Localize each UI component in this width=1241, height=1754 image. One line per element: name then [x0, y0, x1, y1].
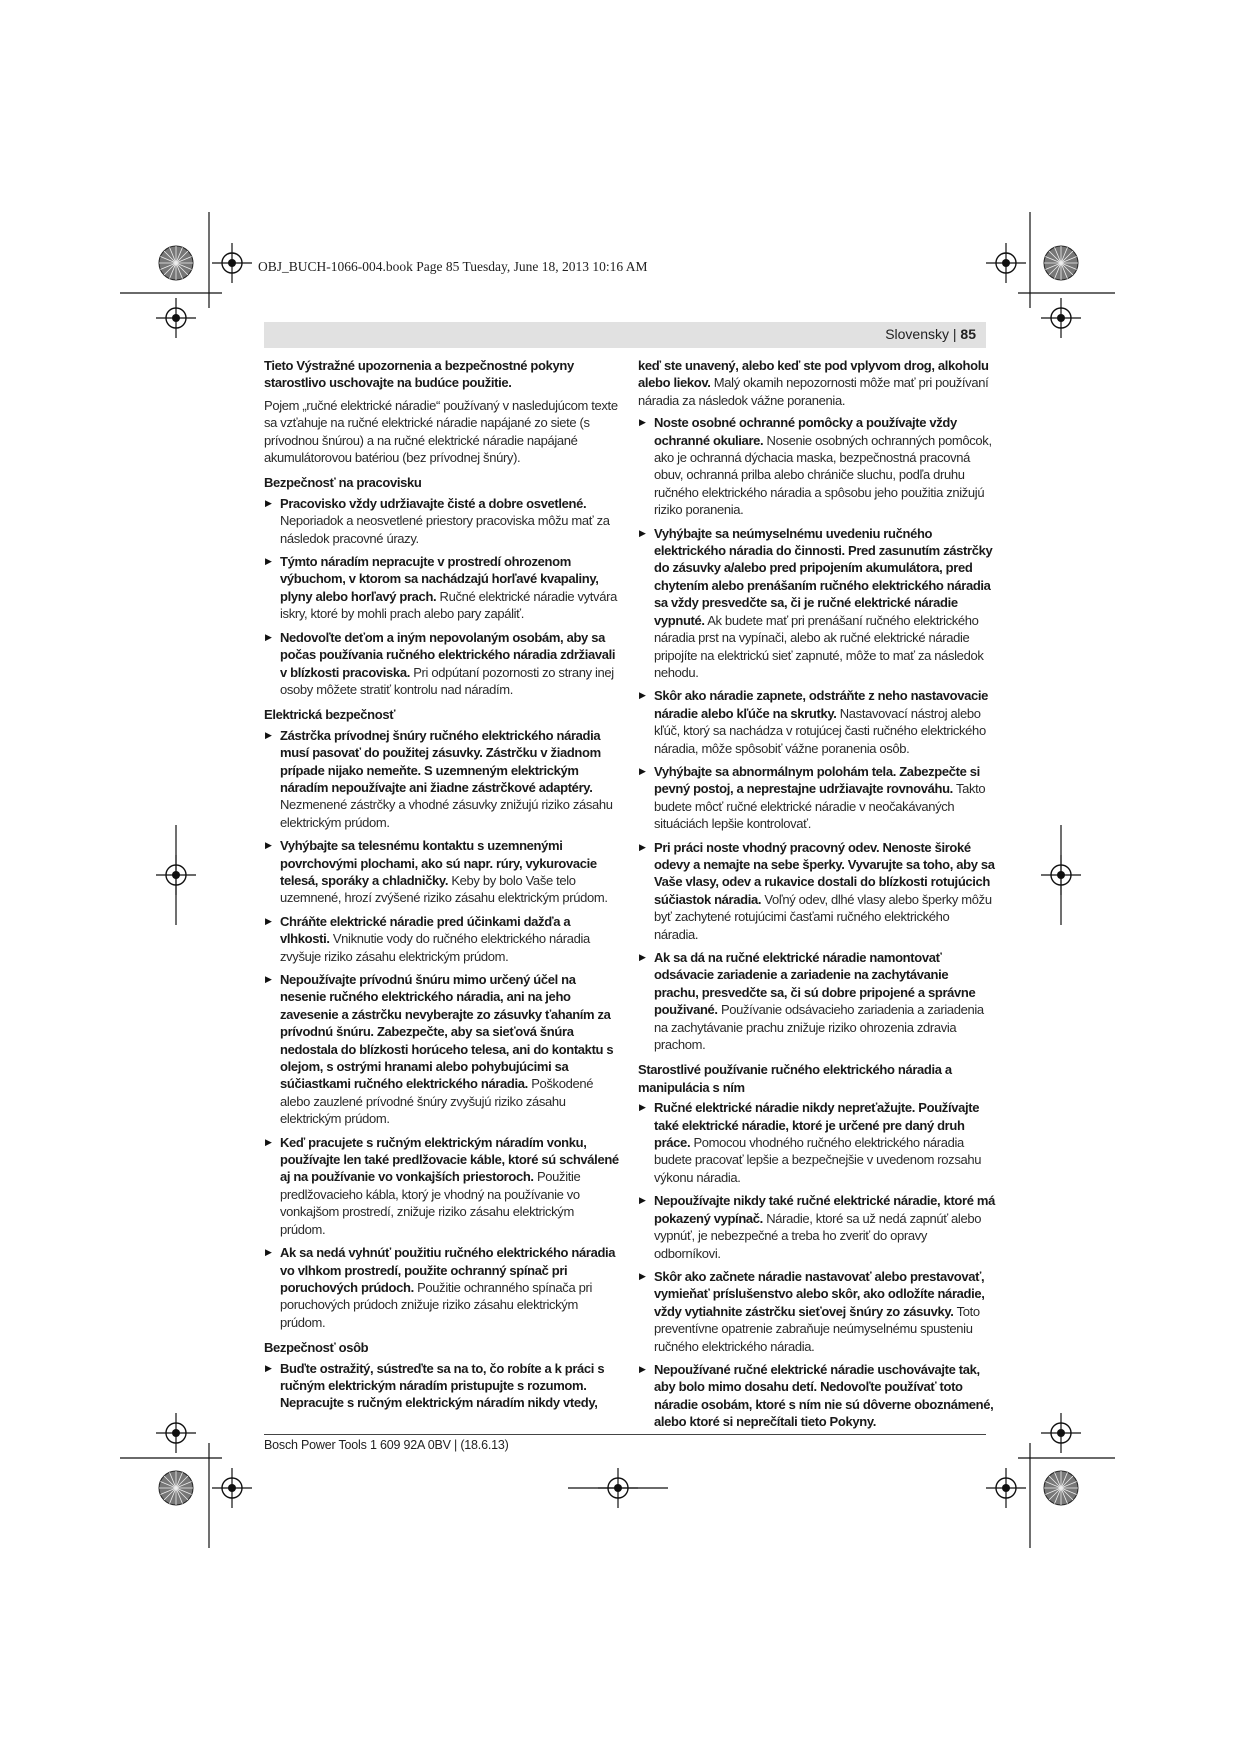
- item-text: Nosenie osobných ochranných pomôcok, ako je ochranná dýchacia maska, bezpečnostná pracovná obuv, ochranná prilba alebo chrániče sluchu, podľa druhu ručného elektrického náradia a spôsobu jeho použitia znižujú riziko poranenia.: [654, 432, 992, 518]
- list-item: [264, 1134, 622, 1238]
- item-text: Nezmenené zástrčky a vhodné zásuvky znižujú riziko zásahu elektrickým prúdom.: [280, 797, 613, 830]
- item-bold: Ak sa nedá vyhnúť použitiu ručného elektrického náradia vo vlhkom prostredí, použite ochranný spínač pri poruchových prúdoch.: [280, 1245, 616, 1295]
- item-bold: Nepoužívajte nikdy také ručné elektrické náradie, ktoré má pokazený vypínač.: [654, 1193, 995, 1226]
- item-text: Náradie, ktoré sa už nedá zapnúť alebo vypnúť, je nebezpečné a treba ho zveriť do opravy odborníkovi.: [654, 1210, 982, 1261]
- list-item: [638, 525, 996, 682]
- item-bold: Buďte ostražitý, sústreďte sa na to, čo robíte a k práci s ručným elektrickým náradím pristupujte s rozumom. Nepracujte s ručným elektrickým náradím nikdy vtedy,: [280, 1360, 605, 1411]
- item-bold: Nedovoľte deťom a iným nepovolaným osobám, aby sa počas používania ručného elektrického náradia zdržiavali v blízkosti pracoviska.: [280, 629, 616, 680]
- item-text: Používanie odsávacieho zariadenia a zariadenia na zachytávanie prachu znižuje riziko ohrozenia zdravia prachom.: [654, 1002, 984, 1053]
- section-heading-tool-use: Starostlivé používanie ručného elektrického náradia a manipulácia s ním: [638, 1062, 952, 1095]
- section-heading-workplace: Bezpečnosť na pracovisku: [264, 475, 422, 491]
- list-item: [638, 949, 996, 1053]
- list-item: [638, 1361, 996, 1431]
- item-text: Vniknutie vody do ručného elektrického náradia zvyšuje riziko zásahu elektrickým prúdom.: [280, 931, 590, 964]
- list-item: [638, 414, 996, 518]
- item-bold: Zástrčka prívodnej šnúry ručného elektrického náradia musí pasovať do použitej zásuvky. Zástrčku v žiadnom prípade nijako nemeňte. S uzemneným elektrickým náradím nepoužívajte ani žiadne zástrčkové adaptéry.: [280, 727, 601, 795]
- item-text: Neporiadok a neosvetlené priestory pracoviska môžu mať za následok pracovné úrazy.: [280, 513, 610, 546]
- list-item: [638, 1192, 996, 1262]
- list-item: [638, 839, 996, 943]
- item-bold: Skôr ako náradie zapnete, odstráňte z neho nastavovacie náradie alebo kľúče na skrutky.: [654, 688, 989, 721]
- item-text: Takto budete môcť ručné elektrické náradie v neočakávaných situáciách lepšie kontrolovať.: [654, 781, 986, 832]
- item-text: Pri odpútaní pozornosti zo strany inej osoby môžete stratiť kontrolu nad náradím.: [280, 664, 614, 697]
- list-item: [264, 629, 622, 699]
- item-bold: Nepoužívané ručné elektrické náradie uschovávajte tak, aby bolo mimo dosahu detí. Nedovoľte používať toto náradie osobám, ktoré s ním nie sú dôverne oboznámené, alebo ktoré si neprečítali tieto Pokyny.: [654, 1361, 994, 1430]
- list-item: [638, 1099, 996, 1186]
- list-item: [264, 971, 622, 1128]
- page-number: 85: [960, 326, 976, 342]
- list-item: [264, 727, 622, 831]
- item-text: Ak budete mať pri prenášaní ručného elektrického náradia prst na vypínači, alebo ak ručné elektrické náradie pripojíte na elektrickú sieť zapnuté, môže to mať za následok nehodu.: [654, 612, 984, 680]
- item-bold: keď ste unavený, alebo keď ste pod vplyvom drog, alkoholu alebo liekov.: [638, 358, 989, 391]
- item-text: Pomocou vhodného ručného elektrického náradia budete pracovať lepšie a bezpečnejšie v uvedenom rozsahu výkonu náradia.: [654, 1135, 982, 1185]
- page-header-bar: [264, 322, 986, 348]
- list-item: [264, 1360, 622, 1412]
- intro-bold-paragraph: Tieto Výstražné upozornenia a bezpečnostné pokyny starostlivo uschovajte na budúce použitie.: [264, 358, 574, 391]
- item-text: Keby by bolo Vaše telo uzemnené, hrozí zvýšené riziko zásahu elektrickým prúdom.: [280, 872, 608, 906]
- item-text: Malý okamih nepozornosti môže mať pri používaní náradia za následok vážne poranenia.: [638, 375, 989, 408]
- item-bold: Keď pracujete s ručným elektrickým náradím vonku, používajte len také predlžovacie káble, ktoré sú schválené aj na používanie vo vonkajších priestoroch.: [280, 1134, 619, 1185]
- item-text: Voľný odev, dlhé vlasy alebo šperky môžu byť zachytené rotujúcimi časťami ručného elektrického náradia.: [654, 891, 992, 942]
- header-language: Slovensky: [885, 326, 949, 342]
- list-item: [638, 1268, 996, 1355]
- item-bold: Vyhýbajte sa abnormálnym polohám tela. Zabezpečte si pevný postoj, a neprestajne udržiavajte rovnováhu.: [654, 763, 980, 797]
- item-bold: Pri práci noste vhodný pracovný odev. Nenoste široké odevy a nemajte na sebe šperky. Vyvarujte sa toho, aby sa Vaše vlasy, odev a rukavice dostali do blízkosti rotujúcich súčiastok náradia.: [654, 839, 995, 907]
- list-item: [264, 553, 622, 623]
- item-bold: Chráňte elektrické náradie pred účinkami dažďa a vlhkosti.: [280, 913, 571, 947]
- print-header: OBJ_BUCH-1066-004.book Page 85 Tuesday, June 18, 2013 10:16 AM: [258, 259, 648, 274]
- list-item: [638, 763, 996, 833]
- item-bold: Ručné elektrické náradie nikdy nepreťažujte. Používajte také elektrické náradie, ktoré je určené pre daný druh práce.: [654, 1100, 980, 1151]
- item-bold: Vyhýbajte sa telesnému kontaktu s uzemnenými povrchovými plochami, ako sú napr. rúry, vykurovacie telesá, sporáky a chladničky.: [280, 838, 597, 888]
- item-text: Nastavovací nástroj alebo kľúč, ktorý sa nachádza v rotujúcej časti ručného elektrického náradia, môže spôsobiť vážne poranenia osôb.: [654, 705, 986, 756]
- list-item: [264, 495, 622, 547]
- section-heading-personal: Bezpečnosť osôb: [264, 1340, 369, 1356]
- item-bold: Noste osobné ochranné pomôcky a používajte vždy ochranné okuliare.: [654, 415, 957, 448]
- page-footer: Bosch Power Tools 1 609 92A 0BV | (18.6.13): [264, 1438, 509, 1452]
- item-text: Použitie ochranného spínača pri poruchových prúdoch znižuje riziko zásahu elektrickým prúdom.: [280, 1279, 592, 1330]
- item-bold: Skôr ako začnete náradie nastavovať alebo prestavovať, vymieňať príslušenstvo alebo skôr, ako odložíte náradie, vždy vytiahnite zástrčku sieťovej šnúry zo zásuvky.: [654, 1268, 985, 1319]
- intro-paragraph: Pojem „ručné elektrické náradie“ používaný v nasledujúcom texte sa vzťahuje na ručné elektrické náradie napájané zo siete (s prívodnou šnúrou) a na ručné elektrické náradie napájané akumulátorovou batériou (bez prívodnej šnúry).: [264, 397, 618, 466]
- item-text: Ručné elektrické náradie vytvára iskry, ktoré by mohli prach alebo pary zapáliť.: [280, 588, 617, 622]
- item-bold: Vyhýbajte sa neúmyselnému uvedeniu ručného elektrického náradia do činnosti. Pred zasunutím zástrčky do zásuvky a/alebo pred pripojením akumulátora, pred chytením alebo prenášaním ručného elektrického náradia sa vždy presvedčte sa, či je ručné elektrické náradie vypnuté.: [654, 525, 993, 628]
- list-item: [638, 687, 996, 757]
- item-text: Použitie predlžovacieho kábla, ktorý je vhodný na používanie vo vonkajšom prostredí, znižuje riziko zásahu elektrickým prúdom.: [280, 1169, 581, 1237]
- header-separator: |: [949, 326, 961, 342]
- footer-rule: [264, 1434, 986, 1435]
- list-item: [264, 1244, 622, 1331]
- left-column: [264, 357, 622, 1418]
- page-header: [885, 326, 976, 342]
- section-heading-electrical: Elektrická bezpečnosť: [264, 707, 396, 723]
- list-item: [264, 913, 622, 965]
- item-bold: Pracovisko vždy udržiavajte čisté a dobre osvetlené.: [280, 495, 587, 511]
- list-item: [264, 837, 622, 907]
- item-bold: Nepoužívajte prívodnú šnúru mimo určený účel na nesenie ručného elektrického náradia, ani na jeho zavesenie a zástrčku nevyberajte zo zásuvky ťahaním za prívodnú šnúru. Zabezpečte, aby sa sieťová šnúra nedostala do blízkosti horúceho telesa, ani do kontaktu s olejom, s ostrými hranami alebo pohybujúcimi sa súčiastkami ručného elektrického náradia.: [280, 972, 614, 1092]
- item-bold: Týmto náradím nepracujte v prostredí ohrozenom výbuchom, v ktorom sa nachádzajú horľavé kvapaliny, plyny alebo horľavý prach.: [280, 554, 599, 604]
- item-text: Poškodené alebo zauzlené prívodné šnúry zvyšujú riziko zásahu elektrickým prúdom.: [280, 1076, 594, 1127]
- item-bold: Ak sa dá na ručné elektrické náradie namontovať odsávacie zariadenie a zariadenie na zachytávanie prachu, presvedčte sa, či sú dobre pripojené a správne použivané.: [654, 950, 976, 1018]
- right-column: [638, 357, 996, 1437]
- item-text: Toto preventívne opatrenie zabraňuje neúmyselnému spusteniu ručného elektrického náradia.: [654, 1303, 980, 1354]
- continued-paragraph: [638, 357, 996, 409]
